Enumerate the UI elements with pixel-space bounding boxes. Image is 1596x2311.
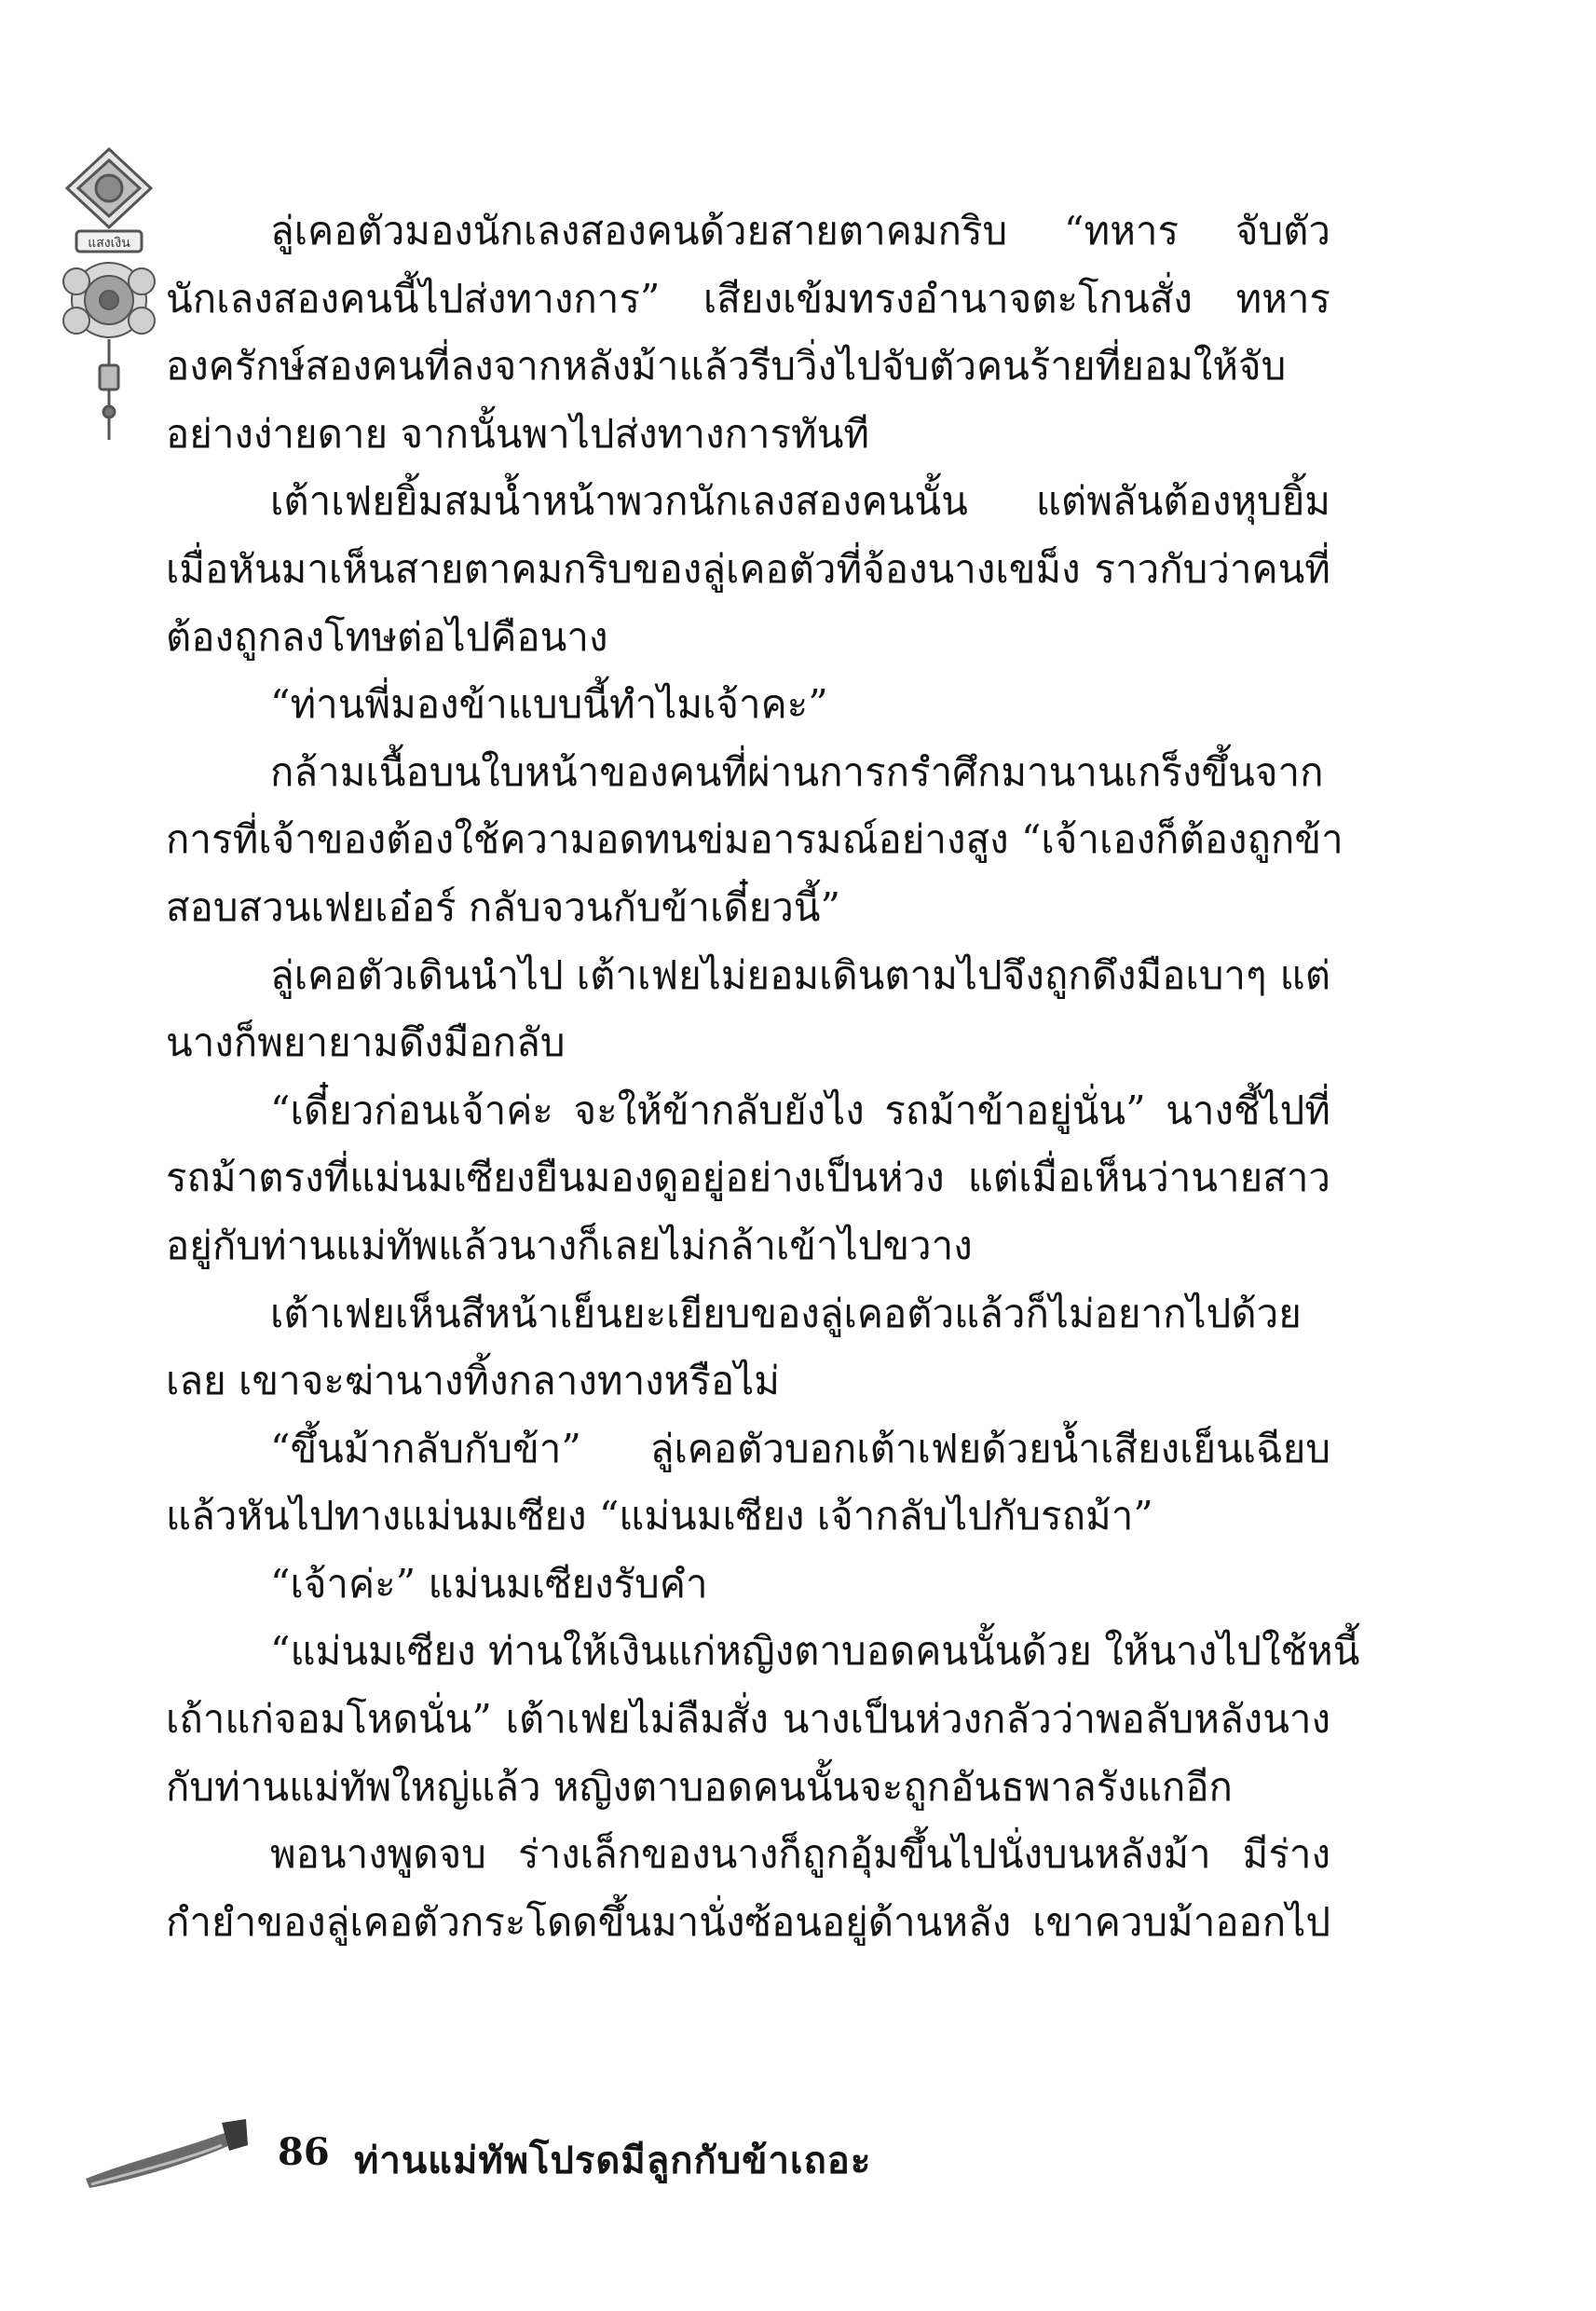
text-line: เต้าเฟยยิ้มสมน้ำหน้าพวกนักเลงสองคนนั้น แต่พลันต้องหุบยิ้ม	[270, 478, 1330, 525]
text-line: ลู่เคอตัวมองนักเลงสองคนด้วยสายตาคมกริบ “ทหาร จับตัว	[270, 208, 1330, 253]
book-title: ท่านแม่ทัพโปรดมีลูกกับข้าเถอะ	[354, 2140, 872, 2182]
text-line: นางก็พยายามดึงมือกลับ	[166, 1019, 566, 1066]
text-line: รถม้าตรงที่แม่นมเซียงยืนมองดูอยู่อย่างเป็นห่วง แต่เมื่อเห็นว่านายสาว	[166, 1155, 1330, 1201]
text-line: พอนางพูดจบ ร่างเล็กของนางก็ถูกอุ้มขึ้นไปนั่งบนหลังม้า มีร่าง	[270, 1831, 1330, 1878]
page-number: 86	[278, 2130, 330, 2174]
text-line: เต้าเฟยเห็นสีหน้าเย็นยะเยียบของลู่เคอตัวแล้วก็ไม่อยากไปด้วย	[270, 1290, 1302, 1336]
brush-icon	[82, 2113, 250, 2197]
text-line: สอบสวนเฟยเอ๋อร์ กลับจวนกับข้าเดี๋ยวนี้”	[166, 883, 840, 930]
text-line: เลย เขาจะฆ่านางทิ้งกลางทางหรือไม่	[166, 1358, 780, 1404]
text-line: “ท่านพี่มองข้าแบบนี้ทำไมเจ้าคะ”	[270, 681, 828, 728]
ornament-label: แสงเงิน	[88, 236, 130, 251]
text-line: “ขึ้นม้ากลับกับข้า” ลู่เคอตัวบอกเต้าเฟยด้วยน้ำเสียงเย็นเฉียบ	[270, 1425, 1330, 1471]
text-line: กับท่านแม่ทัพใหญ่แล้ว หญิงตาบอดคนนั้นจะถูกอันธพาลรังแกอีก	[166, 1763, 1233, 1810]
text-line: “เจ้าค่ะ” แม่นมเซียงรับคำ	[270, 1560, 708, 1607]
text-line: ต้องถูกลงโทษต่อไปคือนาง	[166, 613, 608, 660]
text-line: แล้วหันไปทางแม่นมเซียง “แม่นมเซียง เจ้ากลับไปกับรถม้า”	[166, 1493, 1153, 1539]
ornament-icon	[48, 142, 170, 449]
text-line: กล้ามเนื้อบนใบหน้าของคนที่ผ่านการกรำศึกมานานเกร็งขึ้นจาก	[270, 748, 1324, 795]
text-line: เถ้าแก่จอมโหดนั่น” เต้าเฟยไม่ลืมสั่ง นางเป็นห่วงกลัวว่าพอลับหลังนาง	[166, 1696, 1330, 1743]
text-line: อย่างง่ายดาย จากนั้นพาไปส่งทางการทันที	[166, 410, 870, 457]
text-line: นักเลงสองคนนี้ไปส่งทางการ” เสียงเข้มทรงอำนาจตะโกนสั่ง ทหาร	[166, 275, 1330, 321]
text-line: “เดี๋ยวก่อนเจ้าค่ะ จะให้ข้ากลับยังไง รถม้าข้าอยู่นั่น” นางชี้ไปที่	[270, 1087, 1330, 1133]
text-line: ลู่เคอตัวเดินนำไป เต้าเฟยไม่ยอมเดินตามไปจึงถูกดึงมือเบาๆ แต่	[270, 951, 1330, 998]
text-line: เมื่อหันมาเห็นสายตาคมกริบของลู่เคอตัวที่จ้องนางเขม็ง ราวกับว่าคนที่	[166, 545, 1330, 592]
text-line: “แม่นมเซียง ท่านให้เงินแก่หญิงตาบอดคนนั้นด้วย ให้นางไปใช้หนี้	[270, 1628, 1360, 1675]
text-line: การที่เจ้าของต้องใช้ความอดทนข่มอารมณ์อย่างสูง “เจ้าเองก็ต้องถูกข้า	[166, 816, 1344, 863]
body-text	[166, 198, 1360, 1956]
text-line: กำยำของลู่เคอตัวกระโดดขึ้นมานั่งซ้อนอยู่ด้านหลัง เขาควบม้าออกไป	[166, 1898, 1330, 1945]
text-line: อยู่กับท่านแม่ทัพแล้วนางก็เลยไม่กล้าเข้าไปขวาง	[166, 1222, 973, 1268]
text-line: องครักษ์สองคนที่ลงจากหลังม้าแล้วรีบวิ่งไปจับตัวคนร้ายที่ยอมให้จับ	[166, 343, 1287, 390]
